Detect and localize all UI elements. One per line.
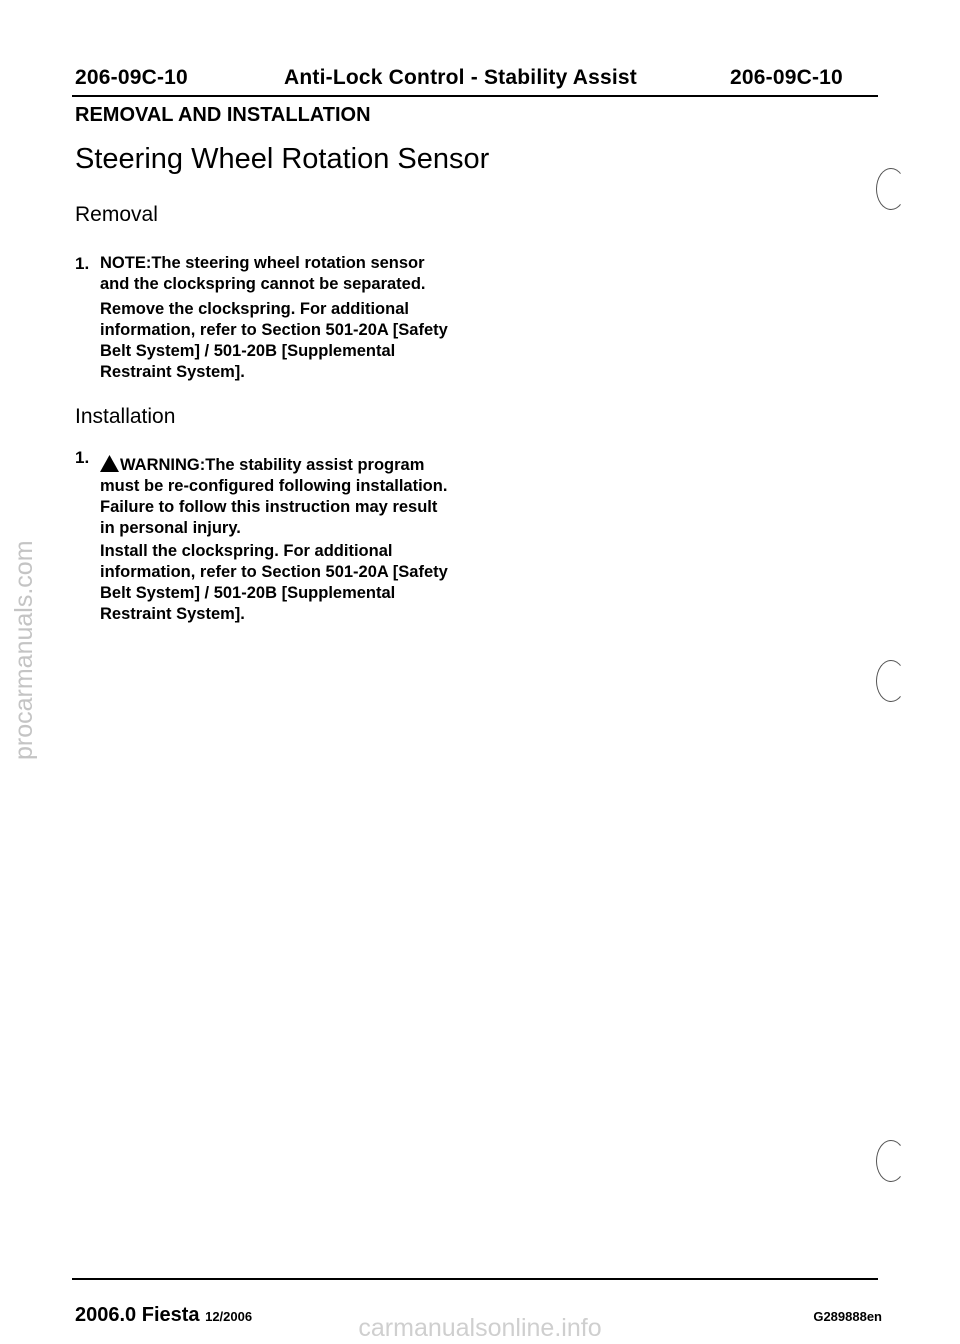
text-line: information, refer to Section 501-20A [Safety [100,321,448,339]
header-title: Anti-Lock Control - Stability Assist [284,66,637,89]
footer-rule [72,1278,878,1280]
text-line: Restraint System]. [100,605,245,623]
page-title: Steering Wheel Rotation Sensor [75,143,490,175]
side-watermark: procarmanuals.com [10,540,38,760]
installation-heading: Installation [75,405,176,428]
installation-warning [100,455,500,539]
removal-heading: Removal [75,203,158,226]
text-line: in personal injury. [100,519,241,537]
text-line: Belt System] / 501-20B [Supplemental [100,342,396,360]
punch-hole-mark [876,168,906,210]
bottom-watermark: carmanualsonline.info [358,1314,602,1342]
text-line: Belt System] / 501-20B [Supplemental [100,584,396,602]
warning-triangle-icon [100,455,119,472]
text-line: and the clockspring cannot be separated. [100,275,426,293]
text-line: Remove the clockspring. For additional [100,300,409,318]
text-line: NOTE:The steering wheel rotation sensor [100,254,425,272]
warning-label: WARNING:The stability assist program [120,456,425,474]
footer-date: 12/2006 [205,1309,253,1324]
text-line: information, refer to Section 501-20A [Safety [100,563,448,581]
text-line: Failure to follow this instruction may result [100,498,438,516]
text-line: must be re-configured following installation. [100,477,448,495]
footer-code: G289888en [813,1309,882,1324]
removal-body [100,299,480,383]
punch-hole-mark [876,660,906,702]
text-line: Restraint System]. [100,363,245,381]
header-right-code: 206-09C-10 [730,66,843,89]
section-heading: REMOVAL AND INSTALLATION [75,104,371,126]
installation-step-number: 1. [75,448,90,467]
removal-step-number: 1. [75,254,90,273]
removal-note [100,253,480,295]
punch-hole-mark [876,1140,906,1182]
text-line: Install the clockspring. For additional [100,542,393,560]
footer-model-name: 2006.0 Fiesta [75,1304,200,1326]
header-rule [72,95,878,97]
installation-body [100,541,480,625]
header-left-code: 206-09C-10 [75,66,188,89]
